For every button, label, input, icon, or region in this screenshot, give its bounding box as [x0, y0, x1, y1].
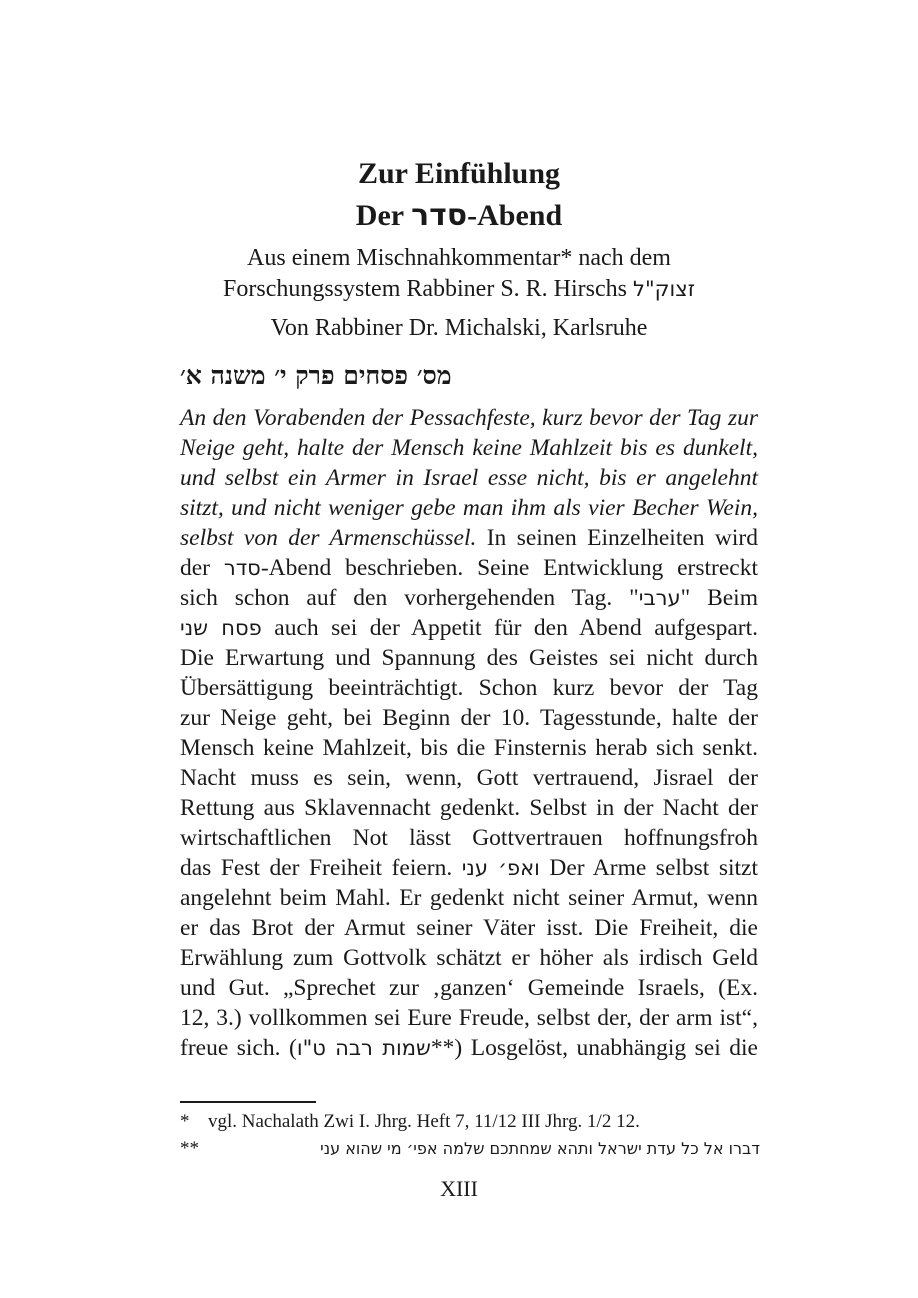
page-title: Zur Einfühlung [357, 157, 561, 190]
footnote-2 [180, 1136, 760, 1162]
body-line [180, 1033, 758, 1063]
body-text [180, 403, 758, 1063]
body-line: wirtschaftlichen Not lässt Gottvertrauen hoffnungsfroh [180, 825, 758, 851]
hebrew-word: שמות רבה ט"ו [296, 1036, 431, 1060]
body-line-text: der [180, 555, 224, 581]
body-line-text: In seinen Einzelheiten wird [476, 525, 758, 551]
subtitle-line-2 [0, 274, 918, 305]
author-line: Von Rabbiner Dr. Michalski, Karlsruhe [270, 315, 648, 341]
page-subtitle-heading [0, 196, 918, 236]
title2-hebrew: סדר [411, 198, 468, 233]
body-line-text: -Abend beschrieben. Seine Entwicklung erstreckt [260, 555, 758, 581]
body-line [180, 853, 758, 883]
footnote-1-mark: * [180, 1111, 190, 1132]
subtitle-line-2-text: Forschungssystem Rabbiner S. R. Hirschs [223, 276, 634, 302]
footnote-divider [180, 1101, 316, 1103]
hebrew-word: סדר [223, 556, 261, 580]
body-line: Mensch keine Mahlzeit, bis die Finsternis herab sich senkt. [180, 735, 758, 761]
body-line [180, 433, 758, 463]
body-line-text: auch sei der Appetit für den Abend aufgespart. [261, 615, 758, 641]
title2-pre: Der [355, 199, 412, 232]
hebrew-word: ואפ׳ עני [461, 856, 540, 880]
body-line: zur Neige geht, bei Beginn der 10. Tagesstunde, halte der [180, 705, 758, 731]
body-line [180, 463, 758, 493]
footnote-2-mark: ** [180, 1138, 199, 1159]
hebrew-word: ערבי [638, 586, 681, 610]
body-line-text: freue sich. ( [180, 1035, 297, 1061]
mishnah-reference-text: מס׳ פסחים פרק י׳ משנה א׳ [180, 361, 452, 390]
body-line-text: " Beim [680, 585, 758, 611]
hebrew-word: פסח שני [180, 616, 262, 640]
mishnah-reference [180, 360, 760, 392]
body-line-text: sitzt, und nicht weniger gebe man ihm als vier Becher Wein, [180, 495, 758, 521]
body-line-text: Der Arme selbst sitzt [539, 855, 758, 881]
subtitle-line-2-hebrew: זצוק"ל [633, 277, 695, 301]
body-line [180, 403, 758, 433]
body-line [180, 523, 758, 553]
body-line: Rettung aus Sklavennacht gedenkt. Selbst in der Nacht der [180, 795, 758, 821]
body-line: er das Brot der Armut seiner Väter isst. Die Freiheit, die [180, 915, 758, 941]
body-line: Die Erwartung und Spannung des Geistes sei nicht durch [180, 645, 758, 671]
footnote-2-text: דברו אל כל עדת ישראל ותהא שמחתכם שלמה אפי׳ מי שהוא עני [320, 1139, 760, 1158]
body-line-text: sich schon auf den vorhergehenden Tag. " [180, 585, 639, 611]
body-line [180, 493, 758, 523]
body-line: Übersättigung beeinträchtigt. Schon kurz bevor der Tag [180, 675, 758, 701]
body-line-text: An den Vorabenden der Pessachfeste, kurz bevor der Tag zur [180, 405, 758, 431]
body-line: angelehnt beim Mahl. Er gedenkt nicht seiner Armut, wenn [180, 885, 758, 911]
body-line-text: das Fest der Freiheit feiern. [180, 855, 462, 881]
title2-post: -Abend [467, 199, 563, 232]
body-line: Erwählung zum Gottvolk schätzt er höher als irdisch Geld [180, 945, 758, 971]
page-number: XIII [440, 1176, 478, 1201]
subtitle-line-1: Aus einem Mischnahkommentar* nach dem [247, 245, 671, 271]
body-line [180, 583, 758, 613]
body-line [180, 613, 758, 643]
subtitle-block [0, 243, 918, 305]
body-line-text: **) Losgelöst, unabhängig sei die [430, 1035, 758, 1061]
body-line: und Gut. „Sprechet zur ‚ganzen‘ Gemeinde Israels, (Ex. [180, 975, 758, 1001]
body-line-text: Neige geht, halte der Mensch keine Mahlzeit bis es dunkelt, [180, 435, 758, 461]
body-line-text-italic: selbst von der Armenschüssel. [180, 525, 477, 551]
body-line: 12, 3.) vollkommen sei Eure Freude, selbst der, der arm ist“, [180, 1005, 758, 1031]
footnote-1 [180, 1109, 760, 1135]
body-line [180, 553, 758, 583]
body-line: Nacht muss es sein, wenn, Gott vertrauend, Jisrael der [180, 765, 758, 791]
footnote-1-text: vgl. Nachalath Zwi I. Jhrg. Heft 7, 11/12 III Jhrg. 1/2 12. [208, 1111, 640, 1132]
body-line-text: und selbst ein Armer in Israel esse nicht, bis er angelehnt [180, 465, 758, 491]
